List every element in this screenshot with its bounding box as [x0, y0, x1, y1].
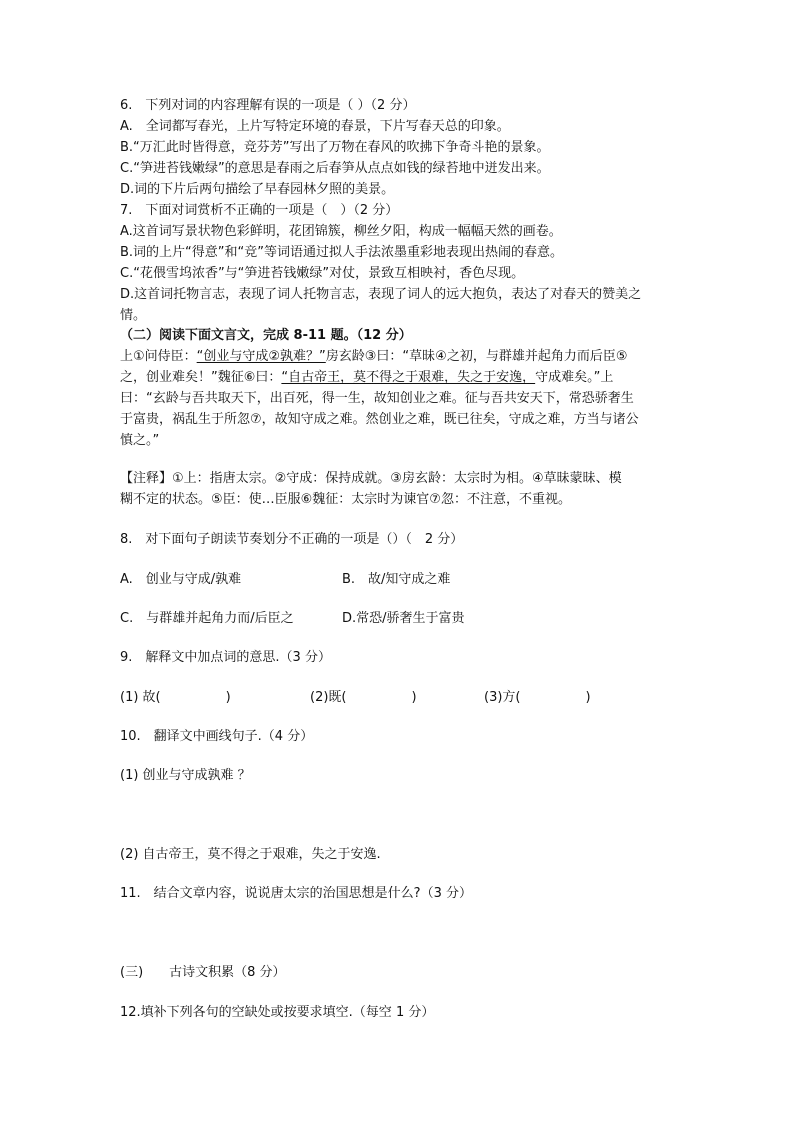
q8-option-a: A. 创业与守成/孰难 [120, 572, 242, 587]
section2-title: （二）阅读下面文言文，完成 8-11 题。（12 分） [120, 328, 412, 343]
notes-line-2: 糊不定的状态。⑤臣：使…臣服⑥魏征：太宗时为谏官⑦忽：不注意，不重视。 [120, 492, 571, 507]
passage-line-2 [120, 369, 613, 387]
underlined-sentence-2: “自古帝王，莫不得之于艰难，失之于安逸， [281, 370, 536, 385]
q10-stem: 10. 翻译文中画线句子.（4 分） [120, 729, 314, 744]
underlined-sentence-1: “创业与守成②孰难？” [196, 349, 326, 364]
q7-option-c: C.“花偎雪坞浓香”与“笋进苔钱嫩绿”对仗，景致互相映衬，香色尽现。 [120, 266, 525, 281]
q9-stem: 9. 解释文中加点词的意思.（3 分） [120, 650, 331, 665]
passage-line-5: 慎之。” [120, 433, 160, 448]
q11-stem: 11. 结合文章内容，说说唐太宗的治国思想是什么?（3 分） [120, 886, 472, 901]
passage-line-1 [120, 348, 627, 366]
q7-option-b: B.词的上片“得意”和“竞”等词语通过拟人手法浓墨重彩地表现出热闹的春意。 [120, 245, 563, 260]
q8-stem: 8. 对下面句子朗读节奏划分不正确的一项是（）（ 2 分） [120, 532, 464, 547]
notes-line-1: 【注释】①上：指唐太宗。②守成：保持成就。③房玄龄：太宗时为相。④草昧蒙昧、模 [120, 471, 622, 486]
q8-option-b: B. 故/知守成之难 [342, 572, 451, 587]
passage-line-4: 于富贵，祸乱生于所忽⑦，故知守成之难。然创业之难，既已往矣，守成之难，方当与诸公 [120, 412, 639, 427]
passage-text: 上①问侍臣： [120, 349, 197, 364]
q6-option-b: B.“万汇此时皆得意，竞芬芳”写出了万物在春风的吹拂下争奇斗艳的景象。 [120, 140, 550, 155]
q8-option-d: D.常恐/骄奢生于富贵 [342, 611, 465, 626]
q7-option-a: A.这首词写景状物色彩鲜明，花团锦簇，柳丝夕阳，构成一幅幅天然的画卷。 [120, 224, 562, 239]
q6-option-d: D.词的下片后两句描绘了早春园林夕照的美景。 [120, 182, 395, 197]
q7-stem: 7. 下面对词赏析不正确的一项是（ ）（2 分） [120, 203, 399, 218]
q9-blank-1: (1) 故( ) [120, 690, 231, 705]
q9-blank-2: (2)既( ) [310, 690, 417, 705]
section3-title: (三) 古诗文积累（8 分） [120, 965, 286, 980]
passage-line-3: 曰：“玄龄与吾共取天下，出百死，得一生，故知创业之难。征与吾共安天下，常恐骄奢生 [120, 391, 634, 406]
q7-option-d-line1: D.这首词托物言志，表现了词人托物言志，表现了词人的远大抱负，表达了对春天的赞美之 [120, 287, 642, 302]
q6-option-c: C.“笋进苔钱嫩绿”的意思是春雨之后春笋从点点如钱的绿苔地中迸发出来。 [120, 161, 550, 176]
q10-item-2: (2) 自古帝王，莫不得之于艰难，失之于安逸. [120, 847, 381, 862]
q7-option-d-line2: 情。 [120, 308, 147, 323]
q9-blank-3: (3)方( ) [484, 690, 591, 705]
q6-stem: 6. 下列对词的内容理解有误的一项是（ ）（2 分） [120, 98, 416, 113]
q6-option-a: A. 全词都写春光，上片写特定环境的春景，下片写春天总的印象。 [120, 119, 510, 134]
q8-option-c: C. 与群雄并起角力而/后臣之 [120, 611, 294, 626]
q10-item-1: (1) 创业与守成孰难 ？ [120, 768, 251, 783]
passage-text: 房玄龄③曰：“草昧④之初，与群雄并起角力而后臣⑤ [325, 349, 628, 364]
q12-stem: 12.填补下列各句的空缺处或按要求填空.（每空 1 分） [120, 1005, 435, 1020]
passage-text: 之，创业难矣！”魏征⑥曰： [120, 370, 282, 385]
passage-text: 守成难矣。”上 [535, 370, 614, 385]
